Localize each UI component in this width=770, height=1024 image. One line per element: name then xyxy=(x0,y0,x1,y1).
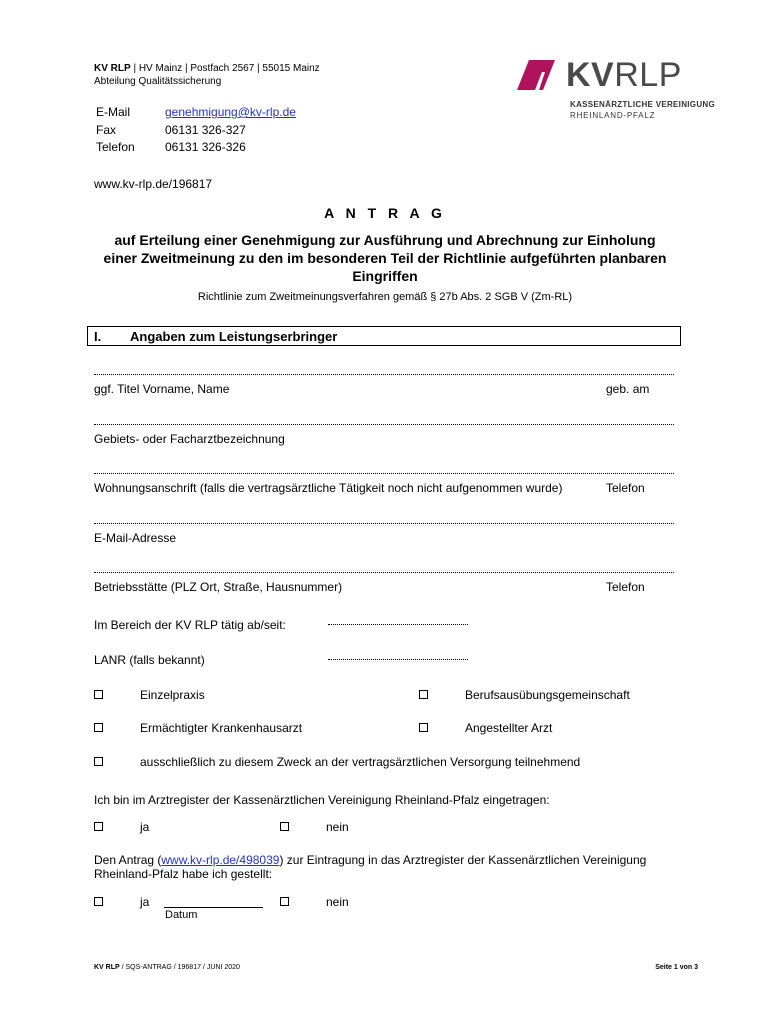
fax-label: Fax xyxy=(96,122,117,137)
email-link[interactable]: genehmigung@kv-rlp.de xyxy=(165,105,296,119)
register-application-link[interactable]: www.kv-rlp.de/498039 xyxy=(161,853,280,867)
lanr-label: LANR (falls bekannt) xyxy=(94,653,205,667)
phone-value: 06131 326-326 xyxy=(165,140,246,154)
application-no-label: nein xyxy=(326,895,349,909)
sender-block xyxy=(94,62,320,88)
document-title: A N T R A G xyxy=(324,205,446,221)
active-since-label: Im Bereich der KV RLP tätig ab/seit: xyxy=(94,618,286,632)
specialty-label: Gebiets- oder Facharztbezeichnung xyxy=(94,432,285,446)
office-label: Betriebsstätte (PLZ Ort, Straße, Hausnummer) xyxy=(94,580,343,594)
ausschliesslich-label: ausschließlich zu diesem Zweck an der vertragsärztlichen Versorgung teilnehmend xyxy=(140,755,581,769)
name-input-line[interactable] xyxy=(94,368,674,375)
address-label: Wohnungsanschrift (falls die vertragsärztliche Tätigkeit noch nicht aufgenommen wurde) xyxy=(94,481,563,495)
ausschliesslich-checkbox[interactable] xyxy=(94,757,103,766)
bag-label: Berufsausübungsgemeinschaft xyxy=(465,688,630,702)
register-no-checkbox[interactable] xyxy=(280,822,289,831)
register-question: Ich bin im Arztregister der Kassenärztlichen Vereinigung Rheinland-Pfalz eingetragen: xyxy=(94,793,550,807)
email-label: E-Mail xyxy=(96,105,131,119)
section-title: Angaben zum Leistungserbringer xyxy=(130,329,338,344)
application-no-checkbox[interactable] xyxy=(280,897,289,906)
sender-department: Abteilung Qualitätssicherung xyxy=(94,76,222,87)
form-url: www.kv-rlp.de/196817 xyxy=(94,177,213,191)
document-subtitle: auf Erteilung einer Genehmigung zur Ausführung und Abrechnung zur Einholung einer Zweitmeinung zu den im besonderen Teil der Richtlinie aufgeführten planbaren Eingriffen xyxy=(103,232,667,284)
angestellt-label: Angestellter Arzt xyxy=(465,721,553,735)
sender-address: | HV Mainz | Postfach 2567 | 55015 Mainz xyxy=(133,63,320,74)
phone-label: Telefon xyxy=(96,140,135,154)
law-reference: Richtlinie zum Zweitmeinungsverfahren gemäß § 27b Abs. 2 SGB V (Zm-RL) xyxy=(197,291,573,303)
email-input-line[interactable] xyxy=(94,517,674,524)
date-input-line[interactable] xyxy=(164,905,263,908)
logo-line1: KASSENÄRZTLICHE VEREINIGUNG xyxy=(570,100,715,109)
address-phone-label: Telefon xyxy=(606,481,645,495)
section-number: I. xyxy=(94,329,102,344)
address-input-line[interactable] xyxy=(94,467,674,474)
bag-checkbox[interactable] xyxy=(419,690,428,699)
name-label: ggf. Titel Vorname, Name xyxy=(94,382,230,396)
einzelpraxis-label: Einzelpraxis xyxy=(140,688,205,702)
application-yes-label: ja xyxy=(140,895,150,909)
office-input-line[interactable] xyxy=(94,566,674,573)
logo-wordmark: KVRLP xyxy=(566,56,682,94)
register-no-label: nein xyxy=(326,820,349,834)
einzelpraxis-checkbox[interactable] xyxy=(94,690,103,699)
specialty-input-line[interactable] xyxy=(94,418,674,425)
email-address-label: E-Mail-Adresse xyxy=(94,531,177,545)
date-label: Datum xyxy=(165,909,198,921)
footer-left: KV RLP / SQS-ANTRAG / 196817 / JUNI 2020 xyxy=(94,964,240,971)
register-yes-label: ja xyxy=(140,820,150,834)
register-application-text: Den Antrag (www.kv-rlp.de/498039) zur Eintragung in das Arztregister der Kassenärztlichen Vereinigung Rheinland-Pfalz habe ich gestellt: xyxy=(94,853,647,881)
fax-value: 06131 326-327 xyxy=(165,122,246,137)
angestellt-checkbox[interactable] xyxy=(419,723,428,732)
birthdate-label: geb. am xyxy=(606,382,650,396)
ermaechtigt-checkbox[interactable] xyxy=(94,723,103,732)
ermaechtigt-label: Ermächtigter Krankenhausarzt xyxy=(140,721,303,735)
sender-org: KV RLP xyxy=(94,63,131,74)
active-since-input[interactable] xyxy=(328,618,468,625)
section-header xyxy=(87,326,681,346)
office-phone-label: Telefon xyxy=(606,580,645,594)
logo-line2: RHEINLAND-PFALZ xyxy=(570,111,656,120)
lanr-input[interactable] xyxy=(328,653,468,660)
application-yes-checkbox[interactable] xyxy=(94,897,103,906)
contact-block xyxy=(96,104,296,157)
page-number: Seite 1 von 3 xyxy=(655,964,698,971)
register-yes-checkbox[interactable] xyxy=(94,822,103,831)
